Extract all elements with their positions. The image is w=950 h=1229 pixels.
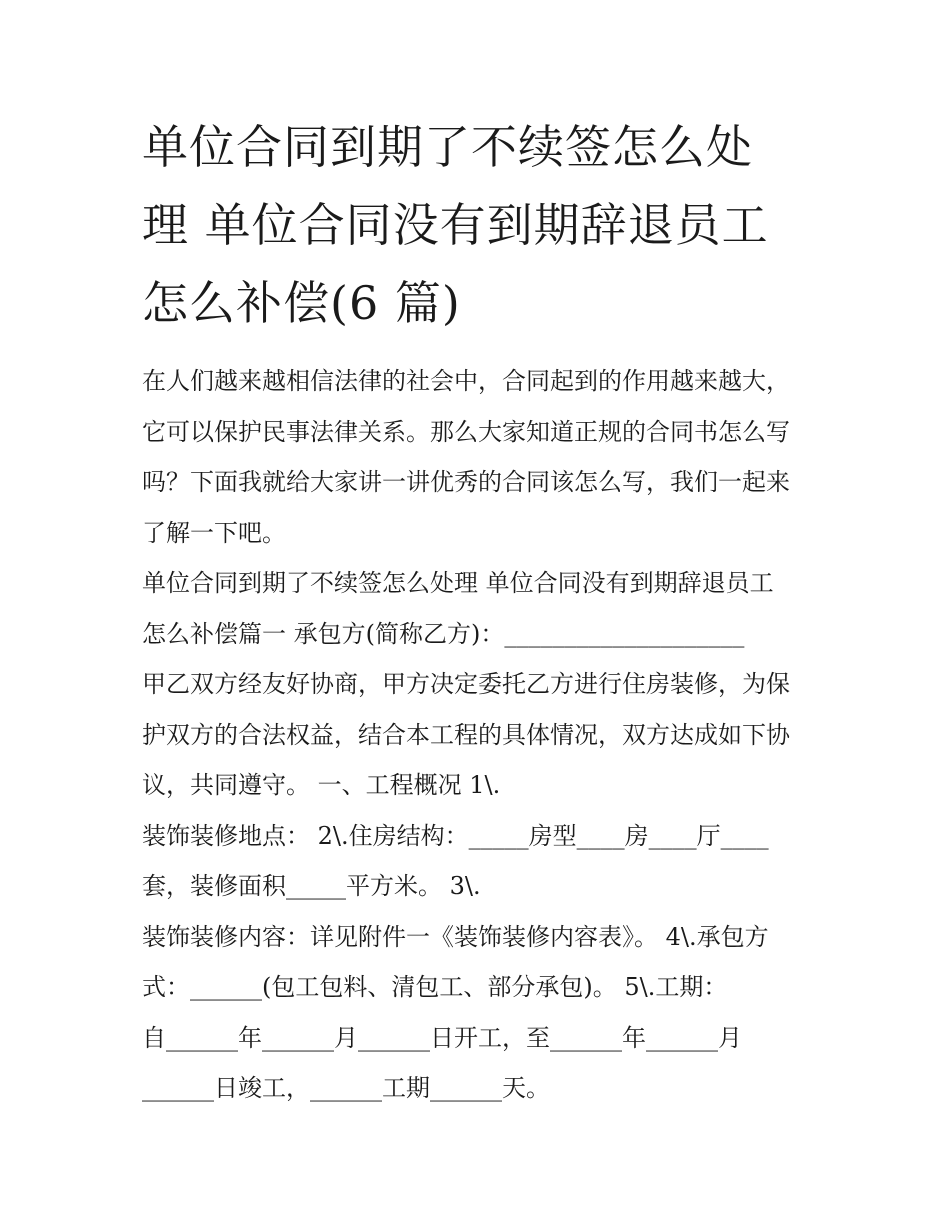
agreement-paragraph: 甲乙双方经友好协商，甲方决定委托乙方进行住房装修，为保 护双方的合法权益，结合本工程的具体情况，双方达成如下协 议，共同遵守。 一、工程概况 1\. <box>142 670 790 799</box>
intro-paragraph: 在人们越来越相信法律的社会中，合同起到的作用越来越大， 它可以保护民事法律关系。那么大家知道正规的合同书怎么写 吗？下面我就给大家讲一讲优秀的合同该怎么写，我们一起来 了解一下吧。 <box>142 367 790 547</box>
location-structure-paragraph: 装饰装修地点： 2\.住房结构：_____房型____房____厅____ 套，装修面积_____平方米。 3\. <box>142 821 769 900</box>
content-schedule-paragraph: 装饰装修内容：详见附件一《装饰装修内容表》。 4\.承包方 式：______(包工包料、清包工、部分承包)。 5\.工期： 自______年______月______日开工，至______年______月 ______日竣工，______工期______天。 <box>142 922 769 1102</box>
section-heading-paragraph: 单位合同到期了不续签怎么处理 单位合同没有到期辞退员工 怎么补偿篇一 承包方(简称乙方)：____________________ <box>142 569 774 648</box>
document-body <box>142 108 822 1114</box>
paragraph-list <box>142 356 822 1114</box>
document-title: 单位合同到期了不续签怎么处 理 单位合同没有到期辞退员工 怎么补偿(6 篇) <box>142 120 769 330</box>
